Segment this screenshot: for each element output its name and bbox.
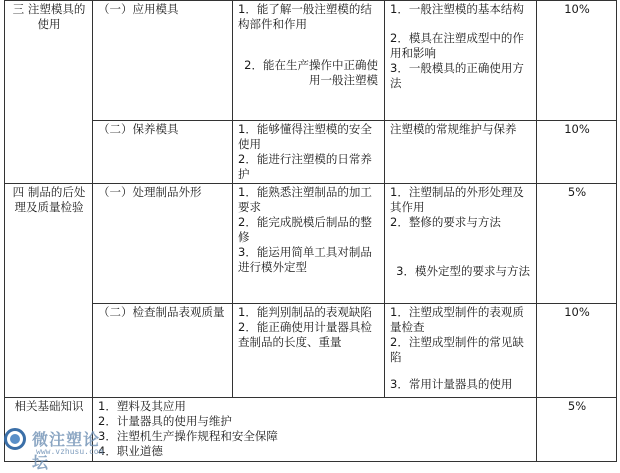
basic-items-cell: [93, 398, 537, 462]
basic-item: 2．计量器具的使用与维护: [98, 414, 232, 428]
basic-item: 3．注塑机生产操作规程和安全保障: [98, 429, 278, 443]
knowledge-cell: [385, 184, 537, 304]
weight-cell: 5%: [537, 184, 617, 304]
curriculum-table: [4, 0, 617, 462]
skills-cell: [233, 304, 385, 398]
watermark: [4, 424, 108, 472]
knowledge-item: 1．注塑成型制件的表观质量检查: [390, 305, 524, 334]
knowledge-cell: [385, 304, 537, 398]
unit-cell: （二）检查制品表观质量: [93, 304, 233, 398]
module-cell: 三 注塑模具的使用: [5, 1, 93, 184]
module-cell: 四 制品的后处理及质量检验: [5, 184, 93, 398]
knowledge-item: 3．常用计量器具的使用: [390, 377, 513, 391]
weight-cell: 10%: [537, 1, 617, 121]
weight-cell: 10%: [537, 304, 617, 398]
knowledge-item: 3．模外定型的要求与方法: [396, 264, 530, 278]
skills-cell: [233, 121, 385, 184]
skills-cell: [233, 184, 385, 304]
skill-item: 3．能运用简单工具对制品进行模外定型: [238, 245, 372, 274]
skill-item: 2．能正确使用计量器具检查制品的长度、重量: [238, 320, 372, 349]
weight-cell: 5%: [537, 398, 617, 462]
watermark-name: 微注塑论坛: [32, 430, 101, 472]
basic-item: 4．职业道德: [98, 444, 163, 458]
knowledge-item: 2．注塑成型制件的常见缺陷: [390, 335, 524, 364]
table-row: [5, 184, 617, 304]
knowledge-item: 2．模具在注塑成型中的作用和影响: [390, 31, 524, 60]
knowledge-cell: [385, 1, 537, 121]
skill-item: 1．能判别制品的表观缺陷: [238, 305, 372, 319]
table-row: [5, 304, 617, 398]
knowledge-item: 2．整修的要求与方法: [390, 215, 501, 229]
skills-cell: [233, 1, 385, 121]
weight-cell: 10%: [537, 121, 617, 184]
unit-cell: （二）保养模具: [93, 121, 233, 184]
knowledge-item: 3．一般模具的正确使用方法: [390, 61, 524, 90]
basic-label-cell: 相关基础知识: [5, 398, 93, 462]
skill-item: 2．能进行注塑模的日常养护: [238, 152, 372, 181]
knowledge-cell: [385, 121, 537, 184]
table-row: [5, 1, 617, 121]
knowledge-item: 1．注塑制品的外形处理及其作用: [390, 185, 524, 214]
table-row: [5, 121, 617, 184]
skill-item: 2．能在生产操作中正确使用一般注塑模: [244, 58, 378, 87]
skill-item: 1．能熟悉注塑制品的加工要求: [238, 185, 372, 214]
knowledge-item: 1．一般注塑模的基本结构: [390, 2, 524, 16]
unit-cell: （一）处理制品外形: [93, 184, 233, 304]
basic-item: 1．塑料及其应用: [98, 399, 186, 413]
skill-item: 1．能够懂得注塑模的安全使用: [238, 122, 372, 151]
skill-item: 1．能了解一般注塑模的结构部件和作用: [238, 2, 372, 31]
knowledge-item: 注塑模的常规维护与保养: [390, 122, 517, 136]
watermark-url: www.vzhusu.com: [36, 447, 104, 456]
unit-cell: （一）应用模具: [93, 1, 233, 121]
skill-item: 2．能完成脱模后制品的整修: [238, 215, 372, 244]
